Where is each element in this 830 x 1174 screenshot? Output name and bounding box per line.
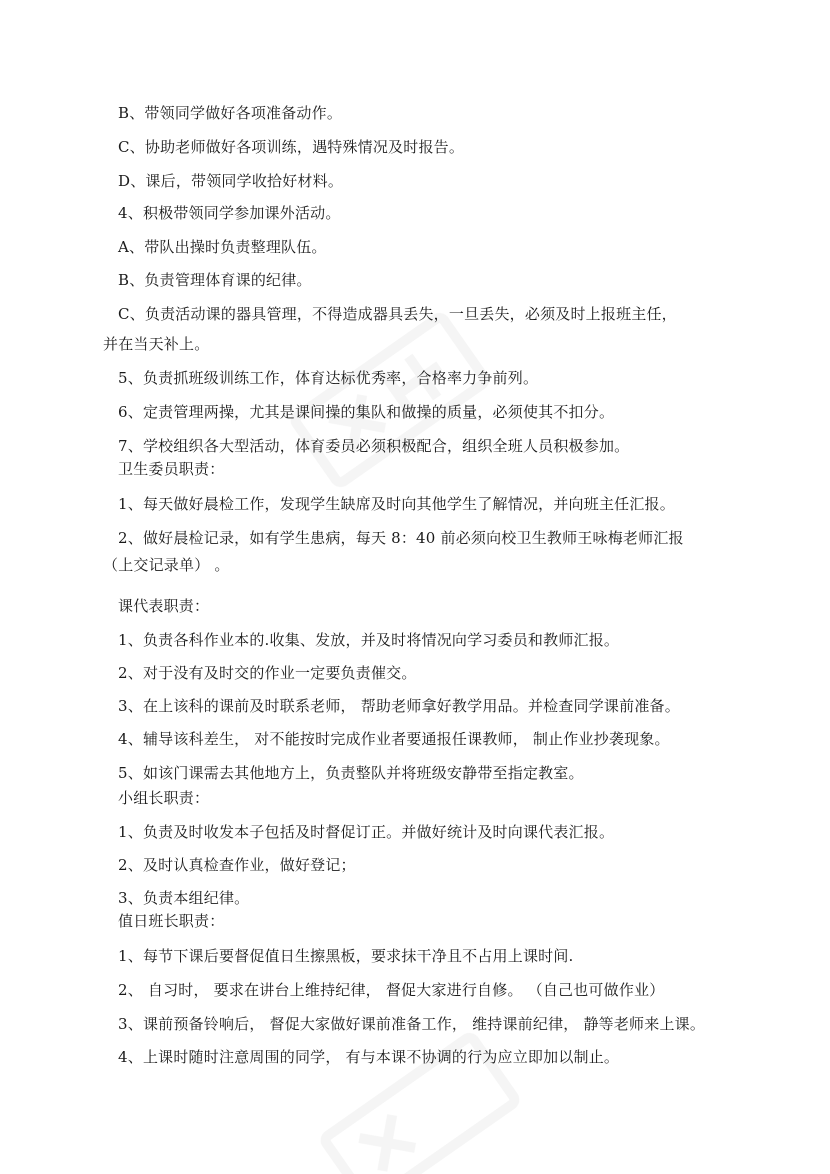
text-line: 3、负责本组纪律。	[118, 889, 250, 907]
section-heading: 卫生委员职责：	[118, 460, 225, 478]
text-line: 4、辅导该科差生， 对不能按时完成作业者要通报任课教师， 制止作业抄袭现象。	[118, 730, 670, 748]
section-heading: 小组长职责：	[118, 789, 210, 807]
text-line: 4、积极带领同学参加课外活动。	[118, 204, 341, 222]
text-line: 1、负责及时收发本子包括及时督促订正。并做好统计及时向课代表汇报。	[118, 823, 615, 841]
text-line: 3、在上该科的课前及时联系老师， 帮助老师拿好教学用品。并检查同学课前准备。	[118, 697, 680, 715]
text-line: 1、负责各科作业本的.收集、发放，并及时将情况向学习委员和教师汇报。	[118, 631, 620, 649]
text-line: C、负责活动课的器具管理，不得造成器具丢失，一旦丢失，必须及时上报班主任，	[118, 305, 677, 323]
text-line: 2、 自习时， 要求在讲台上维持纪律， 督促大家进行自修。 （自己也可做作业）	[118, 981, 665, 999]
text-line: 5、负责抓班级训练工作，体育达标优秀率，合格率力争前列。	[118, 369, 539, 387]
text-line: 5、如该门课需去其他地方上，负责整队并将班级安静带至指定教室。	[118, 764, 584, 782]
section-heading: 课代表职责：	[118, 597, 210, 615]
text-line: 2、做好晨检记录，如有学生患病，每天 8：40 前必须向校卫生教师王咏梅老师汇报	[118, 529, 684, 547]
text-line: A、带队出操时负责整理队伍。	[118, 238, 327, 256]
text-line: 1、每天做好晨检工作，发现学生缺席及时向其他学生了解情况，并向班主任汇报。	[118, 495, 675, 513]
section-heading: 值日班长职责：	[118, 912, 225, 930]
text-line: B、负责管理体育课的纪律。	[118, 271, 312, 289]
text-line: B、带领同学做好各项准备动作。	[118, 104, 343, 122]
text-line: 3、课前预备铃响后， 督促大家做好课前准备工作， 维持课前纪律， 静等老师来上课。	[118, 1015, 706, 1033]
text-line: D、课后，带领同学收拾好材料。	[118, 172, 344, 190]
text-line: 4、上课时随时注意周围的同学， 有与本课不协调的行为应立即加以制止。	[118, 1048, 620, 1066]
text-line: C、协助老师做好各项训练，遇特殊情况及时报告。	[118, 138, 465, 156]
text-line: 2、对于没有及时交的作业一定要负责催交。	[118, 664, 417, 682]
text-line: 2、及时认真检查作业，做好登记；	[118, 856, 356, 874]
text-line: 6、定责管理两操，尤其是课间操的集队和做操的质量，必须使其不扣分。	[118, 403, 615, 421]
text-line: 并在当天补上。	[103, 335, 210, 353]
text-line: （上交记录单） 。	[103, 556, 230, 574]
text-line: 1、每节下课后要督促值日生擦黑板，要求抹干净且不占用上课时间.	[118, 947, 574, 965]
text-line: 7、学校组织各大型活动，体育委员必须积极配合，组织全班人员积极参加。	[118, 437, 630, 455]
